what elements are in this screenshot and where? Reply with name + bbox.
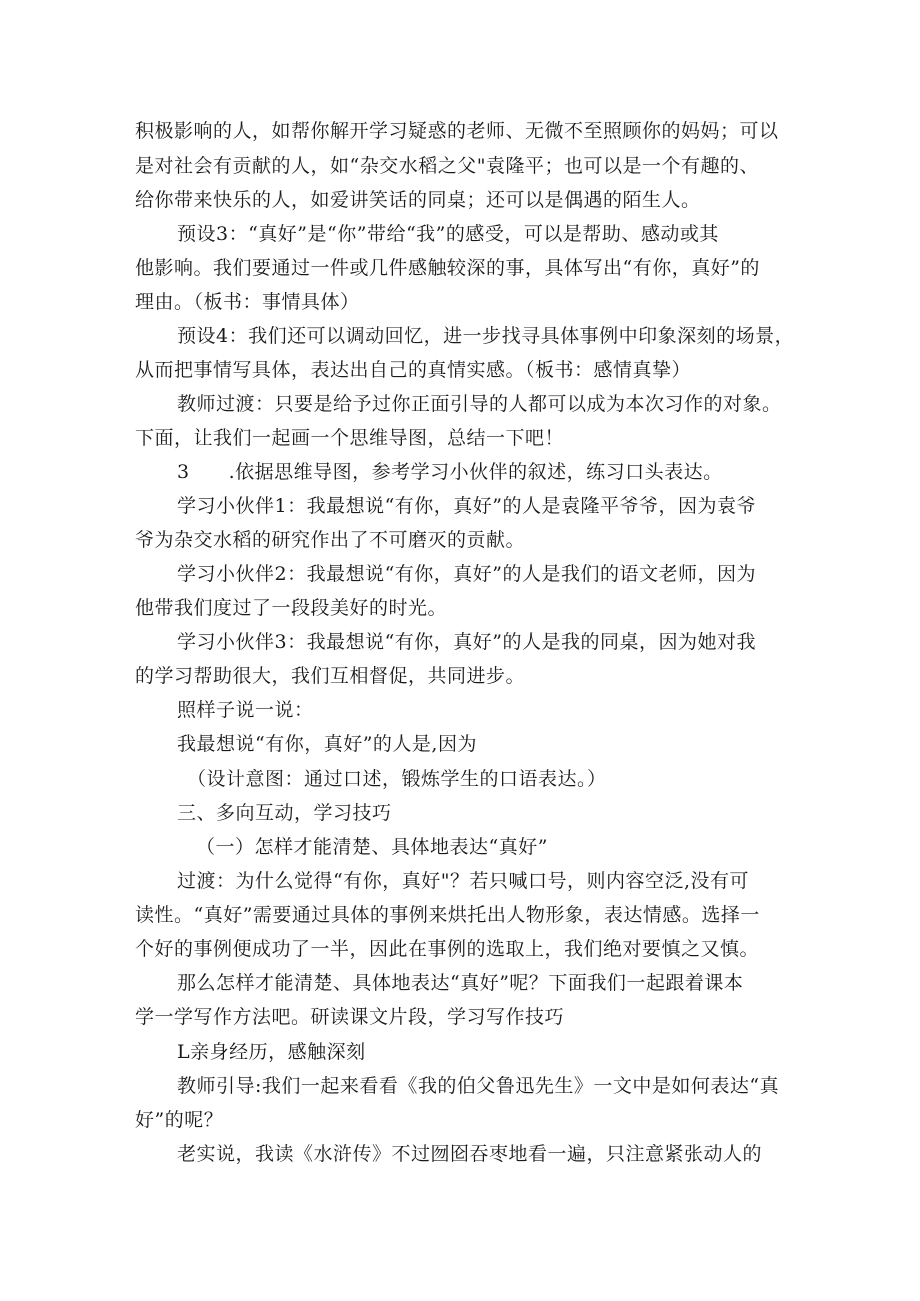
paragraph-line: 个好的事例便成功了一半，因此在事例的选取上，我们绝对要慎之又慎。	[135, 938, 760, 960]
section-heading: 三、多向互动，学习技巧	[177, 802, 392, 824]
paragraph-line: （设计意图：通过口述，锻炼学生的口语表达。）	[187, 768, 607, 790]
paragraph-line: 教师引导:我们一起来看看《我的伯父鲁迅先生》一文中是如何表达“真	[177, 1075, 780, 1097]
paragraph-line: 是对社会有贡献的人，如“杂交水稻之父"袁隆平；也可以是一个有趣的、	[135, 155, 759, 177]
paragraph-line: 学一学写作方法吧。研读课文片段，学习写作技巧	[135, 1006, 565, 1028]
paragraph-line: 预设3：“真好”是“你”带给“我”的感受，可以是帮助、感动或其	[177, 223, 719, 245]
paragraph-line: 爷为杂交水稻的研究作出了不可磨灭的贡献。	[135, 529, 526, 551]
subsection-heading: （一）怎样才能清楚、具体地表达“真好”	[196, 836, 548, 858]
paragraph-line: 从而把事情写具体，表达出自己的真情实感。（板书：感情真挚）	[135, 359, 692, 381]
paragraph-line: 教师过渡：只要是给予过你正面引导的人都可以成为本次习作的对象。	[177, 393, 782, 415]
paragraph-line: 3 .依据思维导图，参考学习小伙伴的叙述，练习口头表达。	[177, 461, 723, 483]
paragraph-line: 理由。（板书：事情具体）	[135, 291, 360, 313]
paragraph-line: 学习小伙伴2：我最想说“有你，真好”的人是我们的语文老师，因为	[177, 563, 757, 585]
paragraph-line: 给你带来快乐的人，如爱讲笑话的同桌；还可以是偶遇的陌生人。	[135, 189, 701, 211]
paragraph-line: 我最想说“有你，真好”的人是,因为	[177, 733, 477, 755]
paragraph-line: 好”的呢？	[135, 1109, 224, 1131]
paragraph-line: 的学习帮助很大，我们互相督促，共同进步。	[135, 665, 526, 687]
paragraph-line: 读性。“真好”需要通过具体的事例来烘托出人物形象，表达情感。选择一	[135, 904, 760, 926]
subsection-heading: L亲身经历，感触深刻	[177, 1041, 366, 1063]
paragraph-line: 学习小伙伴1：我最想说“有你，真好”的人是袁隆平爷爷，因为袁爷	[177, 495, 757, 517]
paragraph-line: 那么怎样才能清楚、具体地表达“真好”呢？下面我们一起跟着课本	[177, 972, 744, 994]
paragraph-line: 照样子说一说：	[177, 699, 314, 721]
paragraph-line: 老实说，我读《水浒传》不过囫囵吞枣地看一遍，只注意紧张动人的	[177, 1143, 763, 1165]
paragraph-line: 他带我们度过了一段段美好的时光。	[135, 597, 448, 619]
paragraph-line: 预设4：我们还可以调动回忆，进一步找寻具体事例中印象深刻的场景，	[177, 325, 795, 347]
paragraph-line: 他影响。我们要通过一件或几件感触较深的事，具体写出“有你，真好”的	[135, 257, 760, 279]
paragraph-line: 积极影响的人，如帮你解开学习疑惑的老师、无微不至照顾你的妈妈；可以	[135, 120, 779, 142]
paragraph-line: 学习小伙伴3：我最想说“有你，真好”的人是我的同桌，因为她对我	[177, 631, 757, 653]
paragraph-line: 过渡：为什么觉得“有你，真好"？若只喊口号，则内容空泛,没有可	[177, 870, 749, 892]
paragraph-line: 下面，让我们一起画一个思维导图，总结一下吧！	[135, 427, 565, 449]
